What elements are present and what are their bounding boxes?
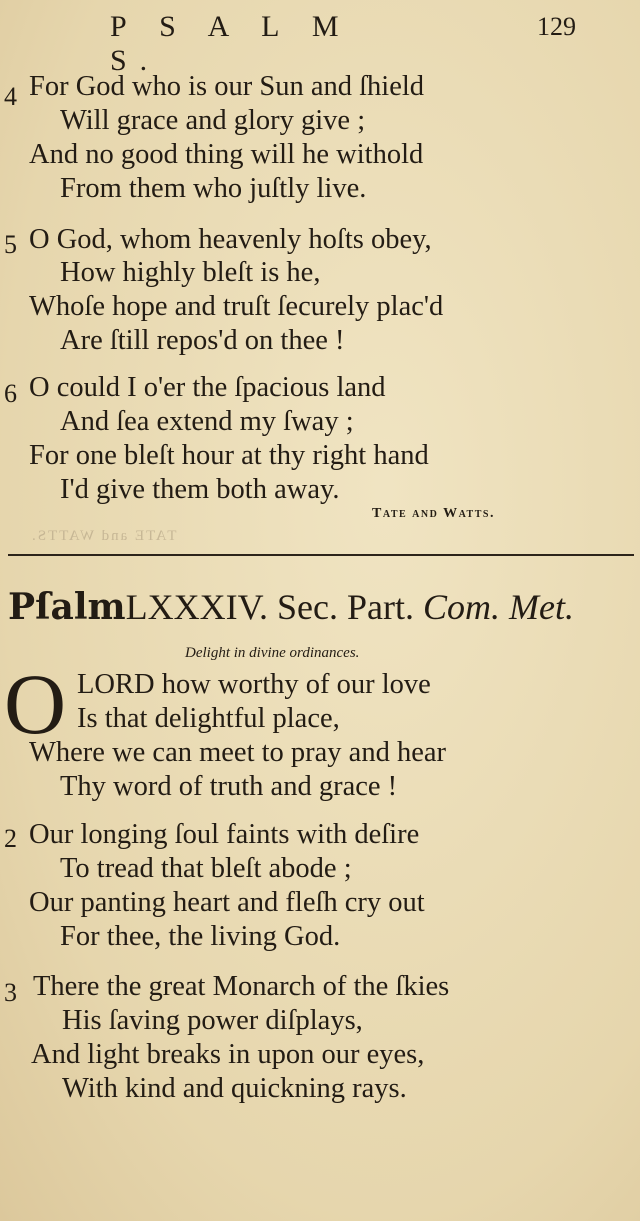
verse-line: For thee, the living God. [60, 921, 341, 952]
running-head-title: P S A L M S. [110, 10, 352, 77]
verse-number: 3 [4, 978, 17, 1007]
verse-number: 6 [4, 379, 17, 408]
verse-line: There the great Monarch of the ſkies [33, 971, 450, 1002]
verse-line: And light breaks in upon our eyes, [31, 1039, 425, 1070]
verse-line: Where we can meet to pray and hear [29, 737, 446, 768]
verse-line: Whoſe hope and truſt ſecurely plac'd [29, 291, 444, 322]
page-number: 129 [537, 12, 576, 41]
verse-line: With kind and quickning rays. [62, 1073, 407, 1104]
drop-cap: O [4, 656, 67, 752]
running-head [0, 10, 640, 77]
verse-line: From them who juſtly live. [60, 173, 367, 204]
verse-line: How highly bleſt is he, [60, 257, 321, 288]
verse-line: For God who is our Sun and ſhield [29, 71, 425, 102]
verse-line: Our panting heart and fleſh cry out [29, 887, 425, 918]
verse-line: And ſea extend my ſway ; [60, 406, 354, 437]
psalm-heading-meter: Com. Met. [422, 587, 574, 627]
psalm-heading-number: LXXXIV. [125, 587, 268, 627]
verse-line: His ſaving power diſplays, [62, 1005, 363, 1036]
verse-line: To tread that bleſt abode ; [60, 853, 352, 884]
verse-line: Are ſtill repos'd on thee ! [60, 325, 345, 356]
bleed-through-text: TATE and WATTS. [30, 528, 177, 544]
verse-line: LORD how worthy of our love [77, 669, 431, 700]
attribution: Tate and Watts. [372, 506, 495, 521]
verse-line: O God, whom heavenly hoſts obey, [29, 224, 432, 255]
psalm-heading-prefix: Pſalm [8, 586, 126, 628]
verse-line: Our longing ſoul faints with deſire [29, 819, 420, 850]
verse-line: Will grace and glory give ; [60, 105, 366, 136]
psalm-subtitle: Delight in divine ordinances. [185, 645, 360, 661]
section-rule [8, 554, 634, 556]
verse-line: O could I o'er the ſpacious land [29, 372, 386, 403]
psalm-heading-section: Sec. Part. [277, 587, 414, 627]
verse-line: And no good thing will he withold [29, 139, 424, 170]
verse-number: 2 [4, 824, 17, 853]
verse-line: Is that delightful place, [77, 703, 340, 734]
verse-number: 4 [4, 82, 17, 111]
psalm-heading [8, 586, 574, 628]
verse-number: 5 [4, 230, 17, 259]
verse-line: For one bleſt hour at thy right hand [29, 440, 429, 471]
verse-line: Thy word of truth and grace ! [60, 771, 398, 802]
verse-line: I'd give them both away. [60, 474, 340, 505]
